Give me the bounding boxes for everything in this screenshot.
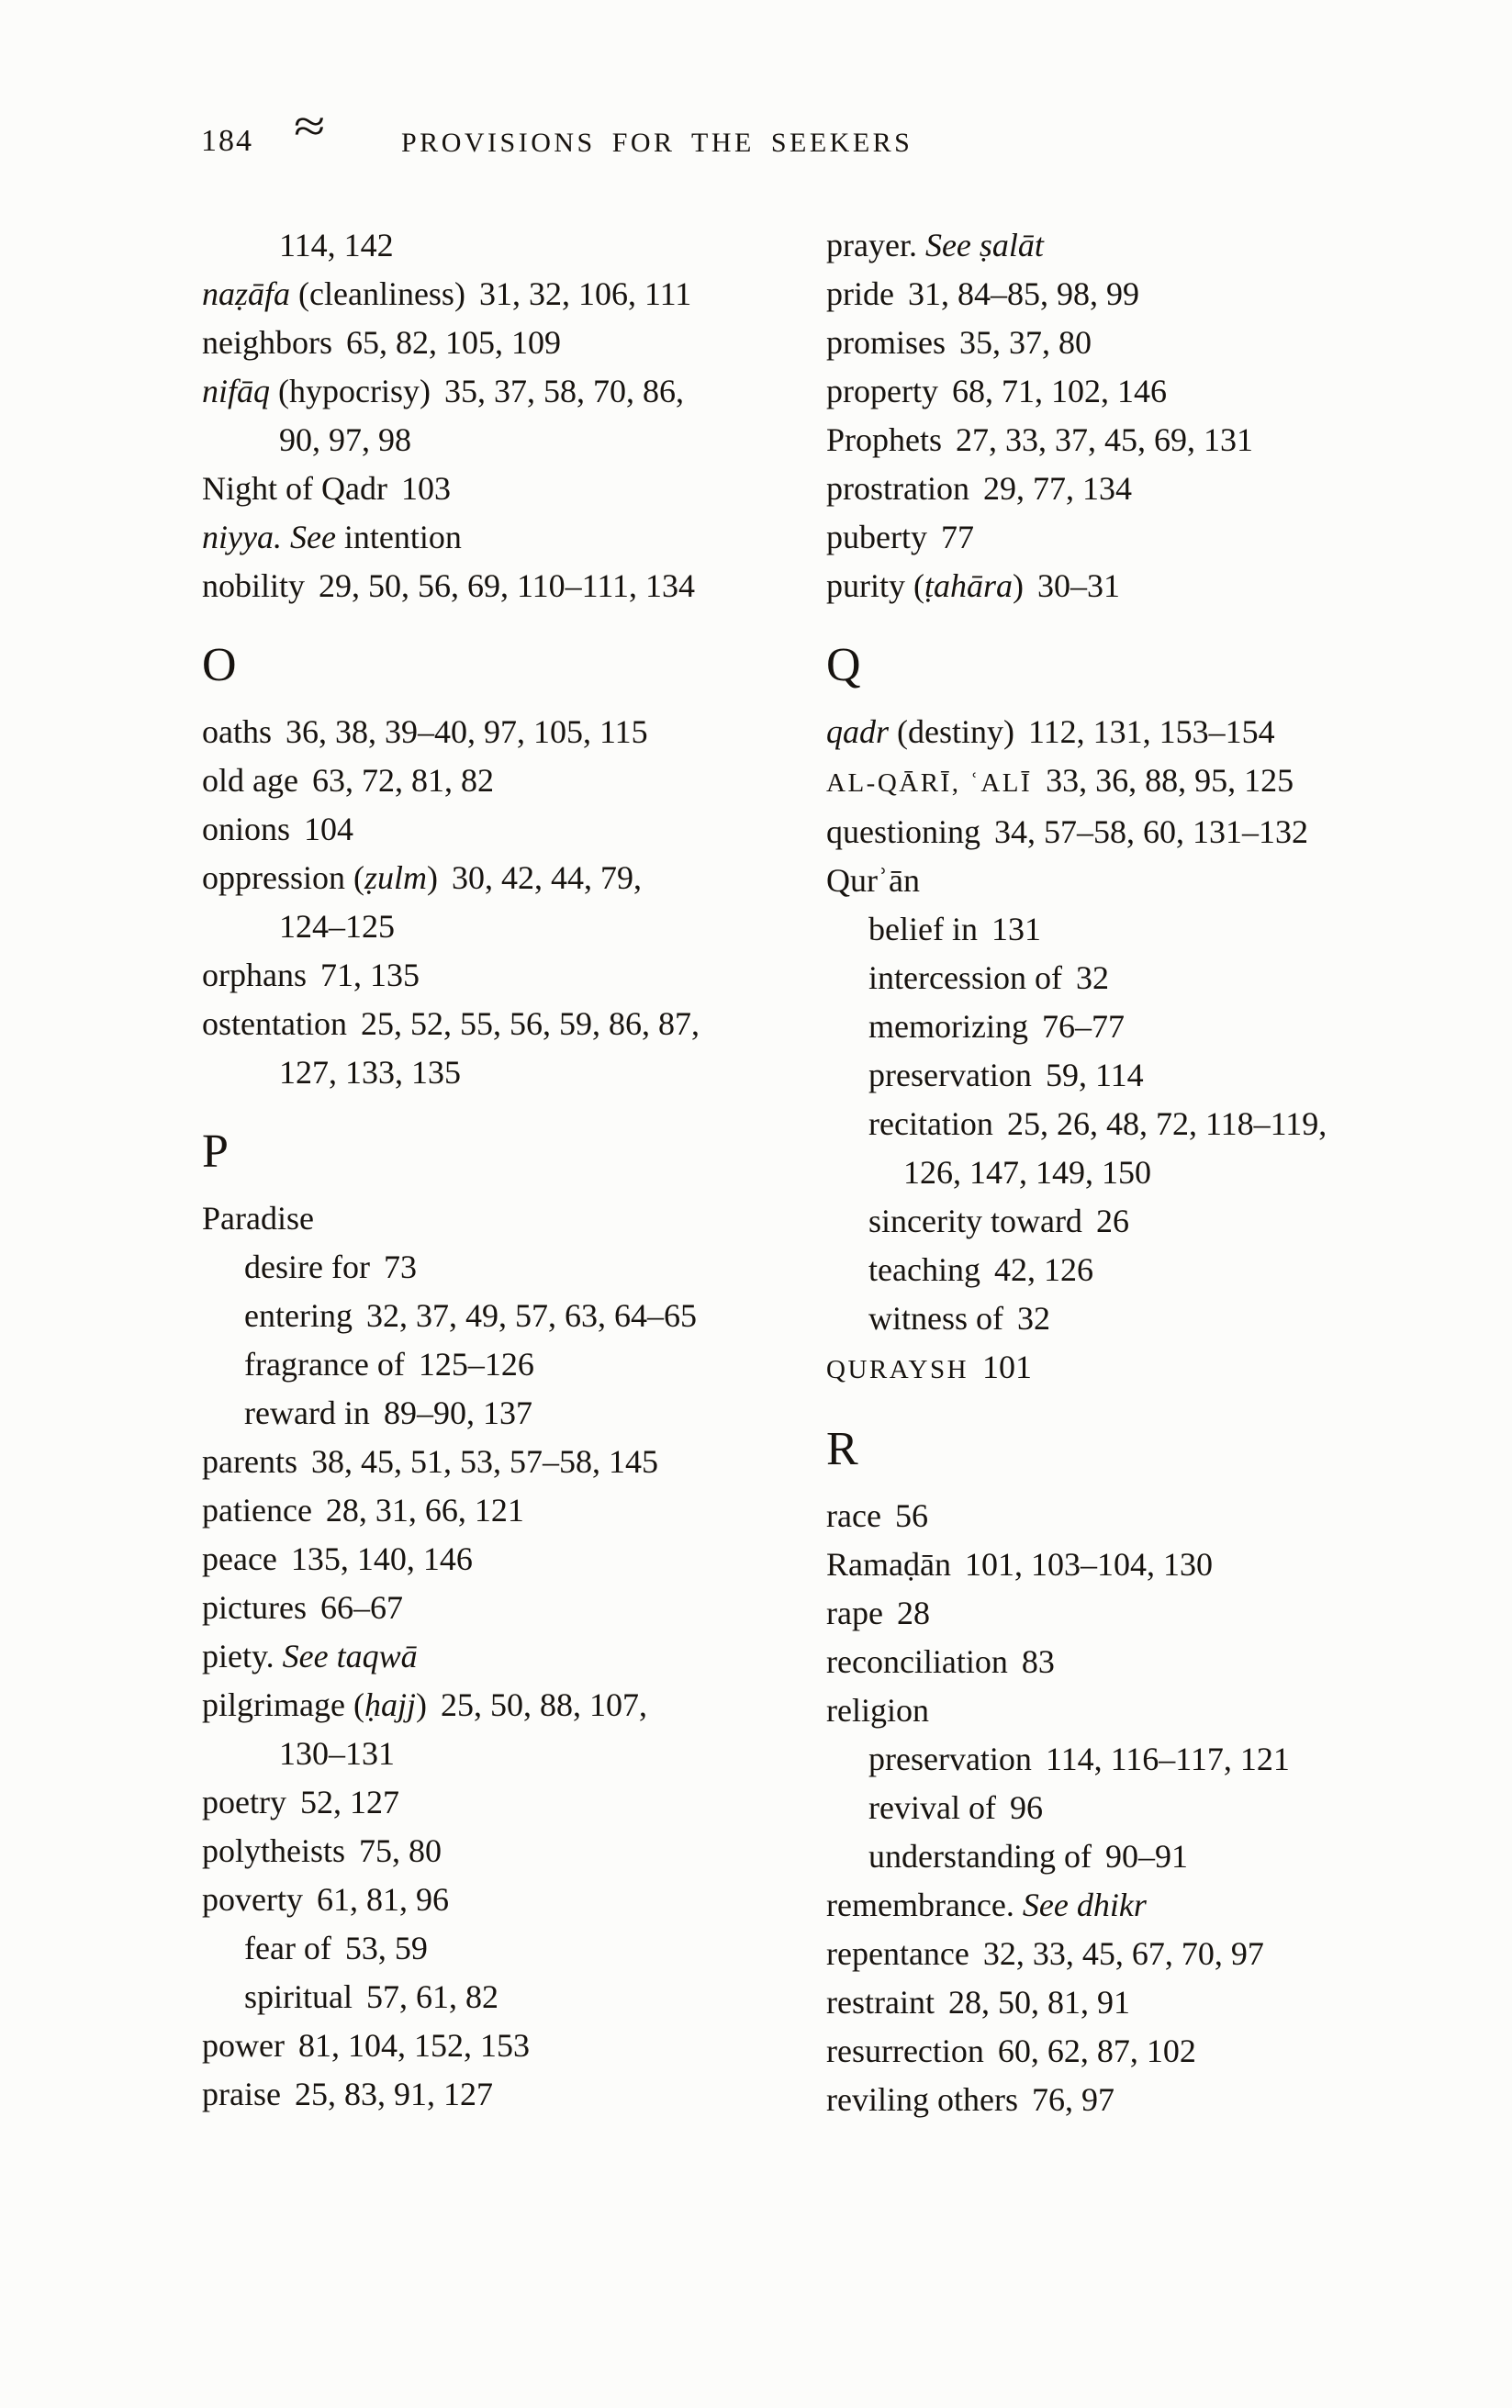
index-entry	[826, 1930, 1450, 1978]
entry-term: pilgrimage (	[202, 1686, 364, 1723]
index-entry	[826, 465, 1450, 513]
entry-term: memorizing	[868, 1008, 1028, 1045]
index-entry	[202, 805, 790, 854]
page-number: 184	[201, 124, 253, 158]
entry-page-numbers: 114, 116–117, 121	[1045, 1741, 1290, 1777]
index-entry	[826, 1197, 1450, 1246]
entry-page-numbers: 25, 52, 55, 56, 59, 86, 87,	[360, 1005, 700, 1042]
index-entry	[202, 1632, 790, 1681]
entry-term: intention	[343, 519, 462, 555]
index-entry	[826, 756, 1450, 808]
index-entry	[826, 562, 1450, 610]
index-entry	[826, 1735, 1450, 1784]
index-column-left	[202, 221, 790, 2119]
entry-page-numbers: 126, 147, 149, 150	[903, 1154, 1151, 1191]
swash-ornament-icon: ≈	[294, 100, 326, 151]
entry-term: ostentation	[202, 1005, 347, 1042]
entry-term: sincerity toward	[868, 1203, 1082, 1239]
entry-term: nobility	[202, 567, 306, 604]
index-entry	[202, 1778, 790, 1827]
entry-page-numbers: 57, 61, 82	[365, 1978, 498, 2015]
section-heading-R: R	[826, 1423, 858, 1475]
index-entry	[826, 270, 1450, 319]
index-entry	[826, 857, 1450, 905]
entry-term: qadr	[826, 713, 890, 750]
entry-page-numbers: 32, 33, 45, 67, 70, 97	[982, 1935, 1264, 1972]
index-entry	[202, 319, 790, 367]
entry-term: peace	[202, 1540, 277, 1577]
entry-page-numbers: 90–91	[1104, 1838, 1188, 1875]
index-entry	[826, 2076, 1450, 2124]
entry-page-numbers: 30, 42, 44, 79,	[452, 859, 642, 896]
index-entry-continuation	[202, 221, 790, 270]
index-entry	[202, 270, 790, 319]
entry-term: preservation	[868, 1741, 1032, 1777]
index-entry	[202, 1535, 790, 1584]
index-entry	[202, 2070, 790, 2119]
entry-term: poetry	[202, 1784, 286, 1820]
entry-page-numbers: 26	[1095, 1203, 1129, 1239]
entry-page-numbers: 27, 33, 37, 45, 69, 131	[956, 421, 1253, 458]
entry-term: ṭahāra	[924, 567, 1013, 604]
entry-term: fear of	[244, 1930, 331, 1966]
entry-term: pride	[826, 275, 894, 312]
index-entry	[826, 708, 1450, 756]
entry-term: patience	[202, 1492, 312, 1529]
entry-term: See taqwā	[282, 1638, 418, 1674]
index-entry-continuation	[202, 1730, 790, 1778]
entry-page-numbers: 31, 32, 106, 111	[478, 275, 692, 312]
entry-page-numbers: 76–77	[1041, 1008, 1125, 1045]
entry-term: Night of Qadr	[202, 470, 387, 507]
index-entry	[202, 1194, 790, 1243]
entry-term: naẓāfa	[202, 275, 291, 312]
index-entry	[826, 1589, 1450, 1638]
index-entry	[826, 905, 1450, 954]
index-entry	[826, 1051, 1450, 1100]
entry-page-numbers: 25, 50, 88, 107,	[440, 1686, 647, 1723]
index-entry	[826, 1784, 1450, 1832]
entry-page-numbers: 63, 72, 81, 82	[311, 762, 494, 799]
entry-page-numbers: 33, 36, 88, 95, 125	[1046, 762, 1294, 799]
entry-term: )	[1013, 567, 1024, 604]
entry-term: spiritual	[244, 1978, 353, 2015]
entry-term: fragrance of	[244, 1346, 405, 1383]
entry-page-numbers: 32, 37, 49, 57, 63, 64–65	[365, 1297, 697, 1334]
index-entry-continuation	[202, 902, 790, 951]
entry-term: Qurʾān	[826, 862, 920, 899]
entry-term: ẓulm	[364, 859, 427, 896]
entry-page-numbers: 28, 50, 81, 91	[947, 1984, 1130, 2021]
entry-term: teaching	[868, 1251, 980, 1288]
entry-page-numbers: 71, 135	[319, 957, 420, 993]
entry-page-numbers: 104	[304, 811, 354, 847]
entry-page-numbers: 76, 97	[1031, 2081, 1114, 2118]
index-entry	[202, 756, 790, 805]
section-heading-P: P	[202, 1126, 229, 1178]
index-entry	[826, 1978, 1450, 2027]
entry-page-numbers: 25, 26, 48, 72, 118–119,	[1006, 1105, 1327, 1142]
entry-page-numbers: 124–125	[279, 908, 395, 945]
index-entry	[202, 1681, 790, 1730]
entry-term: reconciliation	[826, 1643, 1008, 1680]
entry-page-numbers: 53, 59	[344, 1930, 428, 1966]
entry-term: religion	[826, 1692, 929, 1729]
entry-page-numbers: 32	[1017, 1300, 1050, 1337]
entry-page-numbers: 75, 80	[359, 1832, 442, 1869]
index-entry	[202, 1584, 790, 1632]
entry-term: piety.	[202, 1638, 283, 1674]
entry-page-numbers: 32	[1075, 959, 1109, 996]
section-heading-O: O	[202, 639, 237, 691]
entry-term: oaths	[202, 713, 272, 750]
index-entry	[826, 1294, 1450, 1343]
entry-term: ḥajj	[364, 1686, 416, 1723]
entry-term: polytheists	[202, 1832, 346, 1869]
index-entry-continuation	[202, 416, 790, 465]
entry-term: resurrection	[826, 2033, 984, 2069]
index-entry	[826, 319, 1450, 367]
index-entry	[202, 465, 790, 513]
entry-term: property	[826, 373, 938, 409]
entry-page-numbers: 52, 127	[299, 1784, 399, 1820]
index-entry	[826, 808, 1450, 857]
entry-term: belief in	[868, 911, 978, 947]
index-entry	[202, 951, 790, 1000]
entry-term: orphans	[202, 957, 307, 993]
entry-page-numbers: 60, 62, 87, 102	[997, 2033, 1196, 2069]
index-entry	[826, 1246, 1450, 1294]
entry-term: praise	[202, 2076, 281, 2112]
index-entry	[826, 1100, 1450, 1148]
index-entry	[826, 2027, 1450, 2076]
index-entry	[202, 708, 790, 756]
entry-page-numbers: 35, 37, 80	[959, 324, 1092, 361]
entry-term: QURAYSH	[826, 1355, 969, 1384]
section-heading-Q: Q	[826, 639, 861, 691]
index-entry	[202, 1340, 790, 1389]
index-entry	[826, 221, 1450, 270]
entry-term: poverty	[202, 1881, 303, 1918]
index-entry	[826, 1343, 1450, 1394]
entry-page-numbers: 101, 103–104, 130	[964, 1546, 1213, 1583]
index-entry	[202, 1876, 790, 1924]
entry-term: niyya. See	[202, 519, 344, 555]
entry-term: Paradise	[202, 1200, 314, 1237]
entry-term: )	[415, 1686, 427, 1723]
entry-term: entering	[244, 1297, 353, 1334]
entry-page-numbers: 131	[991, 911, 1041, 947]
entry-term: rape	[826, 1595, 883, 1631]
entry-page-numbers: 81, 104, 152, 153	[297, 2027, 530, 2064]
entry-page-numbers: 96	[1009, 1789, 1043, 1826]
entry-page-numbers: 103	[400, 470, 451, 507]
entry-page-numbers: 30–31	[1037, 567, 1120, 604]
entry-term: old age	[202, 762, 298, 799]
entry-page-numbers: 68, 71, 102, 146	[951, 373, 1167, 409]
entry-term: restraint	[826, 1984, 935, 2021]
entry-term: onions	[202, 811, 291, 847]
entry-term: reviling others	[826, 2081, 1018, 2118]
entry-term: (destiny)	[889, 713, 1014, 750]
entry-term: remembrance.	[826, 1887, 1023, 1923]
entry-page-numbers: 35, 37, 58, 70, 86,	[443, 373, 684, 409]
entry-page-numbers: 34, 57–58, 60, 131–132	[994, 813, 1308, 850]
index-entry	[202, 1292, 790, 1340]
entry-term: intercession of	[868, 959, 1062, 996]
entry-term: Prophets	[826, 421, 942, 458]
index-entry	[826, 1638, 1450, 1686]
index-entry-continuation	[202, 1048, 790, 1097]
entry-page-numbers: 125–126	[418, 1346, 534, 1383]
index-entry	[202, 1243, 790, 1292]
entry-term: (hypocrisy)	[270, 373, 431, 409]
entry-page-numbers: 38, 45, 51, 53, 57–58, 145	[310, 1443, 658, 1480]
index-entry	[202, 1438, 790, 1486]
entry-term: repentance	[826, 1935, 969, 1972]
index-entry	[202, 854, 790, 902]
entry-page-numbers: 101	[982, 1349, 1033, 1385]
entry-term: recitation	[868, 1105, 993, 1142]
entry-term: neighbors	[202, 324, 332, 361]
entry-term: reward in	[244, 1394, 370, 1431]
index-entry	[202, 1924, 790, 1973]
index-entry-continuation	[826, 1148, 1450, 1197]
entry-page-numbers: 28, 31, 66, 121	[325, 1492, 524, 1529]
entry-page-numbers: 66–67	[319, 1589, 403, 1626]
index-entry	[826, 513, 1450, 562]
entry-term: See dhikr	[1022, 1887, 1147, 1923]
entry-term: preservation	[868, 1057, 1032, 1093]
entry-term: parents	[202, 1443, 297, 1480]
index-entry	[826, 416, 1450, 465]
entry-page-numbers: 28	[896, 1595, 930, 1631]
entry-term: power	[202, 2027, 285, 2064]
index-entry	[826, 1002, 1450, 1051]
entry-page-numbers: 25, 83, 91, 127	[294, 2076, 493, 2112]
entry-page-numbers: 59, 114	[1045, 1057, 1144, 1093]
entry-term: nifāq	[202, 373, 271, 409]
index-entry	[826, 1540, 1450, 1589]
entry-page-numbers: 135, 140, 146	[290, 1540, 473, 1577]
entry-page-numbers: 127, 133, 135	[279, 1054, 461, 1091]
entry-page-numbers: 90, 97, 98	[279, 421, 411, 458]
entry-term: prostration	[826, 470, 969, 507]
index-entry	[826, 1881, 1450, 1930]
index-entry	[202, 1973, 790, 2022]
index-entry	[826, 1832, 1450, 1881]
index-entry	[202, 513, 790, 562]
entry-page-numbers: 130–131	[279, 1735, 395, 1772]
entry-page-numbers: 112, 131, 153–154	[1027, 713, 1275, 750]
index-entry	[202, 1389, 790, 1438]
entry-term: purity (	[826, 567, 924, 604]
entry-term: prayer.	[826, 227, 925, 263]
entry-term: (cleanliness)	[290, 275, 465, 312]
running-title: PROVISIONS FOR THE SEEKERS	[401, 128, 913, 158]
entry-page-numbers: 114, 142	[279, 227, 394, 263]
entry-page-numbers: 83	[1021, 1643, 1055, 1680]
entry-term: desire for	[244, 1249, 370, 1285]
index-entry	[202, 1827, 790, 1876]
entry-term: witness of	[868, 1300, 1003, 1337]
entry-page-numbers: 61, 81, 96	[316, 1881, 449, 1918]
entry-page-numbers: 89–90, 137	[383, 1394, 532, 1431]
entry-page-numbers: 65, 82, 105, 109	[345, 324, 561, 361]
index-entry	[202, 2022, 790, 2070]
index-column-right	[826, 221, 1450, 2124]
entry-term: See ṣalāt	[924, 227, 1044, 263]
entry-page-numbers: 29, 50, 56, 69, 110–111, 134	[319, 567, 696, 604]
index-entry	[202, 367, 790, 416]
entry-term: Ramaḍān	[826, 1546, 951, 1583]
index-entry	[202, 1486, 790, 1535]
entry-term: AL-QĀRĪ, ʿALĪ	[826, 768, 1033, 798]
entry-term: understanding of	[868, 1838, 1092, 1875]
entry-page-numbers: 29, 77, 134	[982, 470, 1132, 507]
index-entry	[826, 367, 1450, 416]
entry-term: )	[427, 859, 438, 896]
entry-page-numbers: 56	[894, 1497, 928, 1534]
index-entry	[202, 562, 790, 610]
entry-term: race	[826, 1497, 881, 1534]
entry-term: pictures	[202, 1589, 307, 1626]
entry-page-numbers: 73	[383, 1249, 417, 1285]
index-entry	[826, 1492, 1450, 1540]
entry-term: revival of	[868, 1789, 996, 1826]
entry-term: oppression (	[202, 859, 364, 896]
entry-term: promises	[826, 324, 946, 361]
entry-page-numbers: 42, 126	[993, 1251, 1093, 1288]
entry-page-numbers: 77	[940, 519, 974, 555]
index-entry	[826, 954, 1450, 1002]
index-entry	[826, 1686, 1450, 1735]
index-entry	[202, 1000, 790, 1048]
entry-page-numbers: 36, 38, 39–40, 97, 105, 115	[286, 713, 648, 750]
entry-term: questioning	[826, 813, 980, 850]
entry-page-numbers: 31, 84–85, 98, 99	[907, 275, 1139, 312]
entry-term: puberty	[826, 519, 927, 555]
